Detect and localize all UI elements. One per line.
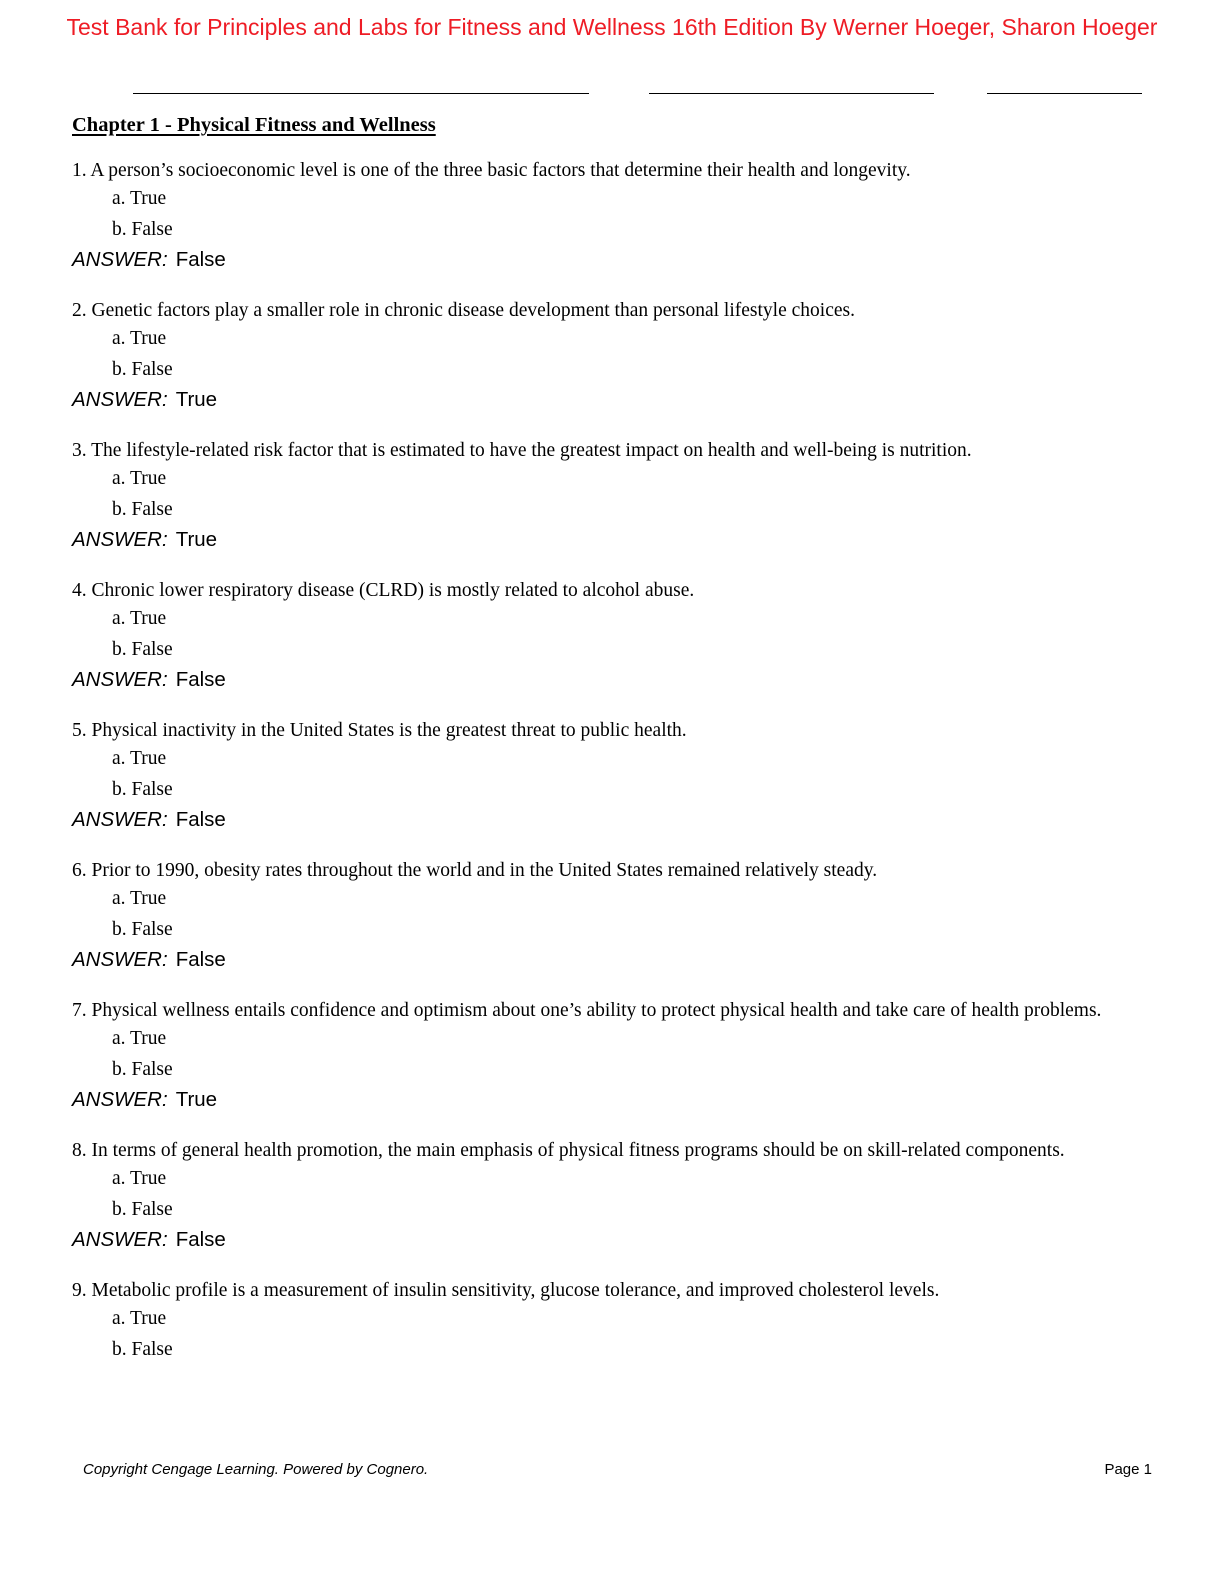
question-stem: 7. Physical wellness entails confidence and optimism about one’s ability to protect physical health and take care of health problems. (72, 1000, 1102, 1021)
answer-key (72, 945, 1152, 975)
answer-option: b. False (112, 779, 173, 800)
answer-option: a. True (112, 888, 167, 909)
answer-value: True (175, 1088, 218, 1111)
answer-value: True (175, 388, 218, 411)
question-item (72, 158, 1152, 275)
answer-label: ANSWER: (72, 248, 168, 271)
question-stem: 6. Prior to 1990, obesity rates throughout the world and in the United States remained relatively steady. (72, 860, 878, 881)
question-stem: 9. Metabolic profile is a measurement of insulin sensitivity, glucose tolerance, and improved cholesterol levels. (72, 1280, 940, 1301)
question-stem: 2. Genetic factors play a smaller role in chronic disease development than personal lifestyle choices. (72, 300, 855, 321)
answer-option: a. True (112, 1168, 167, 1189)
answer-option: a. True (112, 1028, 167, 1049)
question-stem: 4. Chronic lower respiratory disease (CLRD) is mostly related to alcohol abuse. (72, 580, 695, 601)
question-list (72, 158, 1152, 1388)
answer-option: b. False (112, 1059, 173, 1080)
answer-option: a. True (112, 748, 167, 769)
answer-value: False (175, 1228, 226, 1251)
name-blank-line (133, 93, 589, 94)
answer-value: False (175, 248, 226, 271)
answer-label: ANSWER: (72, 1228, 168, 1251)
answer-key (72, 245, 1152, 275)
banner-title: Test Bank for Principles and Labs for Fitness and Wellness 16th Edition By Werner Hoeger, Sharon Hoeger (66, 14, 1158, 40)
answer-option: a. True (112, 328, 167, 349)
question-item (72, 718, 1152, 835)
answer-label: ANSWER: (72, 528, 168, 551)
answer-option: a. True (112, 468, 167, 489)
question-item (72, 858, 1152, 975)
question-item (72, 298, 1152, 415)
footer-page-number: Page 1 (1104, 1461, 1152, 1478)
answer-label: ANSWER: (72, 388, 168, 411)
answer-value: False (175, 948, 226, 971)
chapter-title: Chapter 1 - Physical Fitness and Wellness (72, 114, 436, 136)
question-item (72, 438, 1152, 555)
question-stem: 3. The lifestyle-related risk factor that is estimated to have the greatest impact on health and well-being is nutrition. (72, 440, 972, 461)
answer-label: ANSWER: (72, 1088, 168, 1111)
answer-key (72, 525, 1152, 555)
footer-copyright: Copyright Cengage Learning. Powered by Cognero. (83, 1461, 429, 1478)
answer-key (72, 665, 1152, 695)
answer-label: ANSWER: (72, 668, 168, 691)
class-blank-line (649, 93, 934, 94)
question-item (72, 1278, 1152, 1365)
answer-label: ANSWER: (72, 948, 168, 971)
answer-option: b. False (112, 1339, 173, 1360)
question-item (72, 998, 1152, 1115)
answer-label: ANSWER: (72, 808, 168, 831)
answer-value: False (175, 808, 226, 831)
question-stem: 1. A person’s socioeconomic level is one of the three basic factors that determine their health and longevity. (72, 160, 911, 181)
answer-value: False (175, 668, 226, 691)
answer-option: a. True (112, 188, 167, 209)
answer-key (72, 385, 1152, 415)
date-blank-line (987, 93, 1142, 94)
question-stem: 8. In terms of general health promotion, the main emphasis of physical fitness programs should be on skill-related components. (72, 1140, 1065, 1161)
question-item (72, 1138, 1152, 1255)
answer-option: a. True (112, 608, 167, 629)
question-item (72, 578, 1152, 695)
answer-option: b. False (112, 219, 173, 240)
answer-key (72, 805, 1152, 835)
answer-option: a. True (112, 1308, 167, 1329)
answer-key (72, 1225, 1152, 1255)
answer-value: True (175, 528, 218, 551)
answer-option: b. False (112, 359, 173, 380)
question-stem: 5. Physical inactivity in the United States is the greatest threat to public health. (72, 720, 687, 741)
answer-option: b. False (112, 919, 173, 940)
answer-option: b. False (112, 639, 173, 660)
answer-option: b. False (112, 1199, 173, 1220)
answer-option: b. False (112, 499, 173, 520)
answer-key (72, 1085, 1152, 1115)
